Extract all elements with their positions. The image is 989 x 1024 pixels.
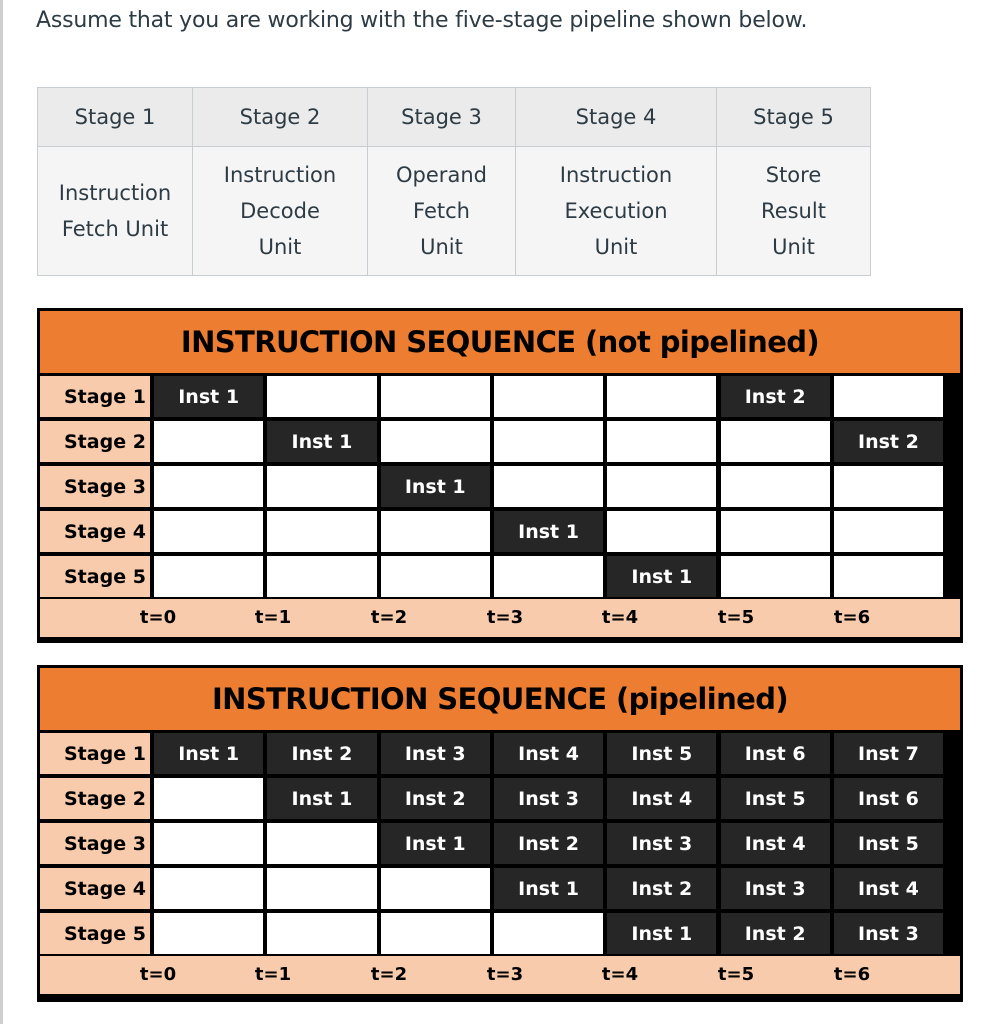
instruction-cell: Inst 1 [607,913,716,954]
time-tick-label: t=3 [486,964,524,985]
empty-cell [834,511,943,552]
empty-cell [381,421,490,462]
instruction-cell: Inst 3 [721,868,830,909]
instruction-cell: Inst 2 [721,913,830,954]
stage-unit-cell [38,147,193,276]
time-tick-label: t=6 [833,607,871,628]
unit-line: Operand [396,163,487,187]
time-axis [40,956,960,994]
stage-table [37,87,871,276]
instruction-cell: Inst 6 [834,778,943,819]
instruction-cell: Inst 5 [607,733,716,774]
instruction-cell: Inst 1 [494,511,603,552]
instruction-cell: Inst 2 [267,733,376,774]
stage-unit-row [38,147,871,276]
stage-unit-cell [717,147,871,276]
empty-cell [154,913,263,954]
stage-row-label: Stage 1 [40,733,150,774]
empty-cell [154,868,263,909]
empty-cell [494,376,603,417]
empty-cell [267,556,376,597]
empty-cell [607,421,716,462]
unit-line: Fetch Unit [61,217,169,241]
instruction-cell: Inst 4 [607,778,716,819]
time-tick-label: t=2 [370,964,408,985]
sequence-diagram-not-pipelined [37,308,963,643]
instruction-cell: Inst 4 [494,733,603,774]
empty-cell [721,421,830,462]
question-text: Assume that you are working with the five-stage pipeline shown below. [36,8,808,33]
time-tick-label: t=3 [486,607,524,628]
unit-line: Instruction [58,181,172,205]
left-border [0,0,3,1024]
unit-line: Store [765,163,822,187]
empty-cell [494,913,603,954]
empty-cell [381,556,490,597]
time-tick-label: t=2 [370,607,408,628]
stage-header: Stage 2 [193,88,368,147]
empty-cell [381,913,490,954]
time-tick-label: t=6 [833,964,871,985]
instruction-cell: Inst 1 [267,421,376,462]
empty-cell [154,466,263,507]
stage-row-label: Stage 3 [40,466,150,507]
instruction-cell: Inst 1 [154,733,263,774]
instruction-cell: Inst 1 [154,376,263,417]
stage-row-label: Stage 4 [40,868,150,909]
instruction-cell: Inst 1 [381,823,490,864]
empty-cell [607,376,716,417]
time-tick-label: t=0 [139,607,177,628]
stage-row-label: Stage 5 [40,556,150,597]
empty-cell [154,778,263,819]
instruction-cell: Inst 2 [607,868,716,909]
sequence-title: INSTRUCTION SEQUENCE (pipelined) [40,668,960,730]
instruction-cell: Inst 5 [721,778,830,819]
instruction-cell: Inst 2 [834,421,943,462]
stage-unit-cell [368,147,516,276]
time-tick-label: t=1 [254,964,292,985]
empty-cell [721,466,830,507]
empty-cell [267,376,376,417]
stage-header: Stage 5 [717,88,871,147]
unit-line: Result [761,199,826,223]
stage-header-row [38,88,871,147]
stage-unit-cell [516,147,717,276]
instruction-cell: Inst 1 [267,778,376,819]
unit-line: Unit [594,235,638,259]
instruction-cell: Inst 6 [721,733,830,774]
empty-cell [721,556,830,597]
unit-line: Execution [564,199,668,223]
empty-cell [721,511,830,552]
stage-header: Stage 4 [516,88,717,147]
stage-row-label: Stage 1 [40,376,150,417]
stage-row-label: Stage 2 [40,421,150,462]
unit-line: Unit [420,235,463,259]
instruction-cell: Inst 2 [494,823,603,864]
empty-cell [381,511,490,552]
time-tick-label: t=5 [717,964,755,985]
instruction-cell: Inst 3 [494,778,603,819]
empty-cell [267,823,376,864]
empty-cell [834,466,943,507]
unit-line: Fetch [413,199,470,223]
empty-cell [267,511,376,552]
unit-line: Unit [772,235,815,259]
stage-row-label: Stage 2 [40,778,150,819]
time-tick-label: t=4 [601,964,639,985]
empty-cell [607,511,716,552]
instruction-cell: Inst 5 [834,823,943,864]
empty-cell [267,466,376,507]
time-tick-label: t=0 [139,964,177,985]
time-axis [40,599,960,637]
instruction-cell: Inst 3 [834,913,943,954]
instruction-cell: Inst 2 [381,778,490,819]
stage-row-label: Stage 4 [40,511,150,552]
empty-cell [154,556,263,597]
time-tick-label: t=4 [601,607,639,628]
stage-header: Stage 1 [38,88,193,147]
stage-unit-cell [193,147,368,276]
instruction-cell: Inst 4 [721,823,830,864]
instruction-cell: Inst 4 [834,868,943,909]
sequence-diagram-pipelined [37,665,963,1002]
empty-cell [381,376,490,417]
stage-row-label: Stage 5 [40,913,150,954]
empty-cell [267,868,376,909]
empty-cell [607,466,716,507]
instruction-cell: Inst 7 [834,733,943,774]
empty-cell [834,556,943,597]
empty-cell [494,466,603,507]
stage-header: Stage 3 [368,88,516,147]
empty-cell [494,556,603,597]
empty-cell [494,421,603,462]
instruction-cell: Inst 1 [607,556,716,597]
instruction-cell: Inst 3 [381,733,490,774]
time-tick-label: t=1 [254,607,292,628]
empty-cell [154,823,263,864]
instruction-cell: Inst 3 [607,823,716,864]
instruction-cell: Inst 1 [381,466,490,507]
instruction-cell: Inst 1 [494,868,603,909]
unit-line: Instruction [559,163,673,187]
time-tick-label: t=5 [717,607,755,628]
sequence-title: INSTRUCTION SEQUENCE (not pipelined) [40,311,960,373]
empty-cell [834,376,943,417]
unit-line: Unit [258,235,302,259]
empty-cell [381,868,490,909]
empty-cell [267,913,376,954]
empty-cell [154,421,263,462]
instruction-cell: Inst 2 [721,376,830,417]
unit-line: Instruction [223,163,337,187]
unit-line: Decode [240,199,320,223]
empty-cell [154,511,263,552]
stage-row-label: Stage 3 [40,823,150,864]
